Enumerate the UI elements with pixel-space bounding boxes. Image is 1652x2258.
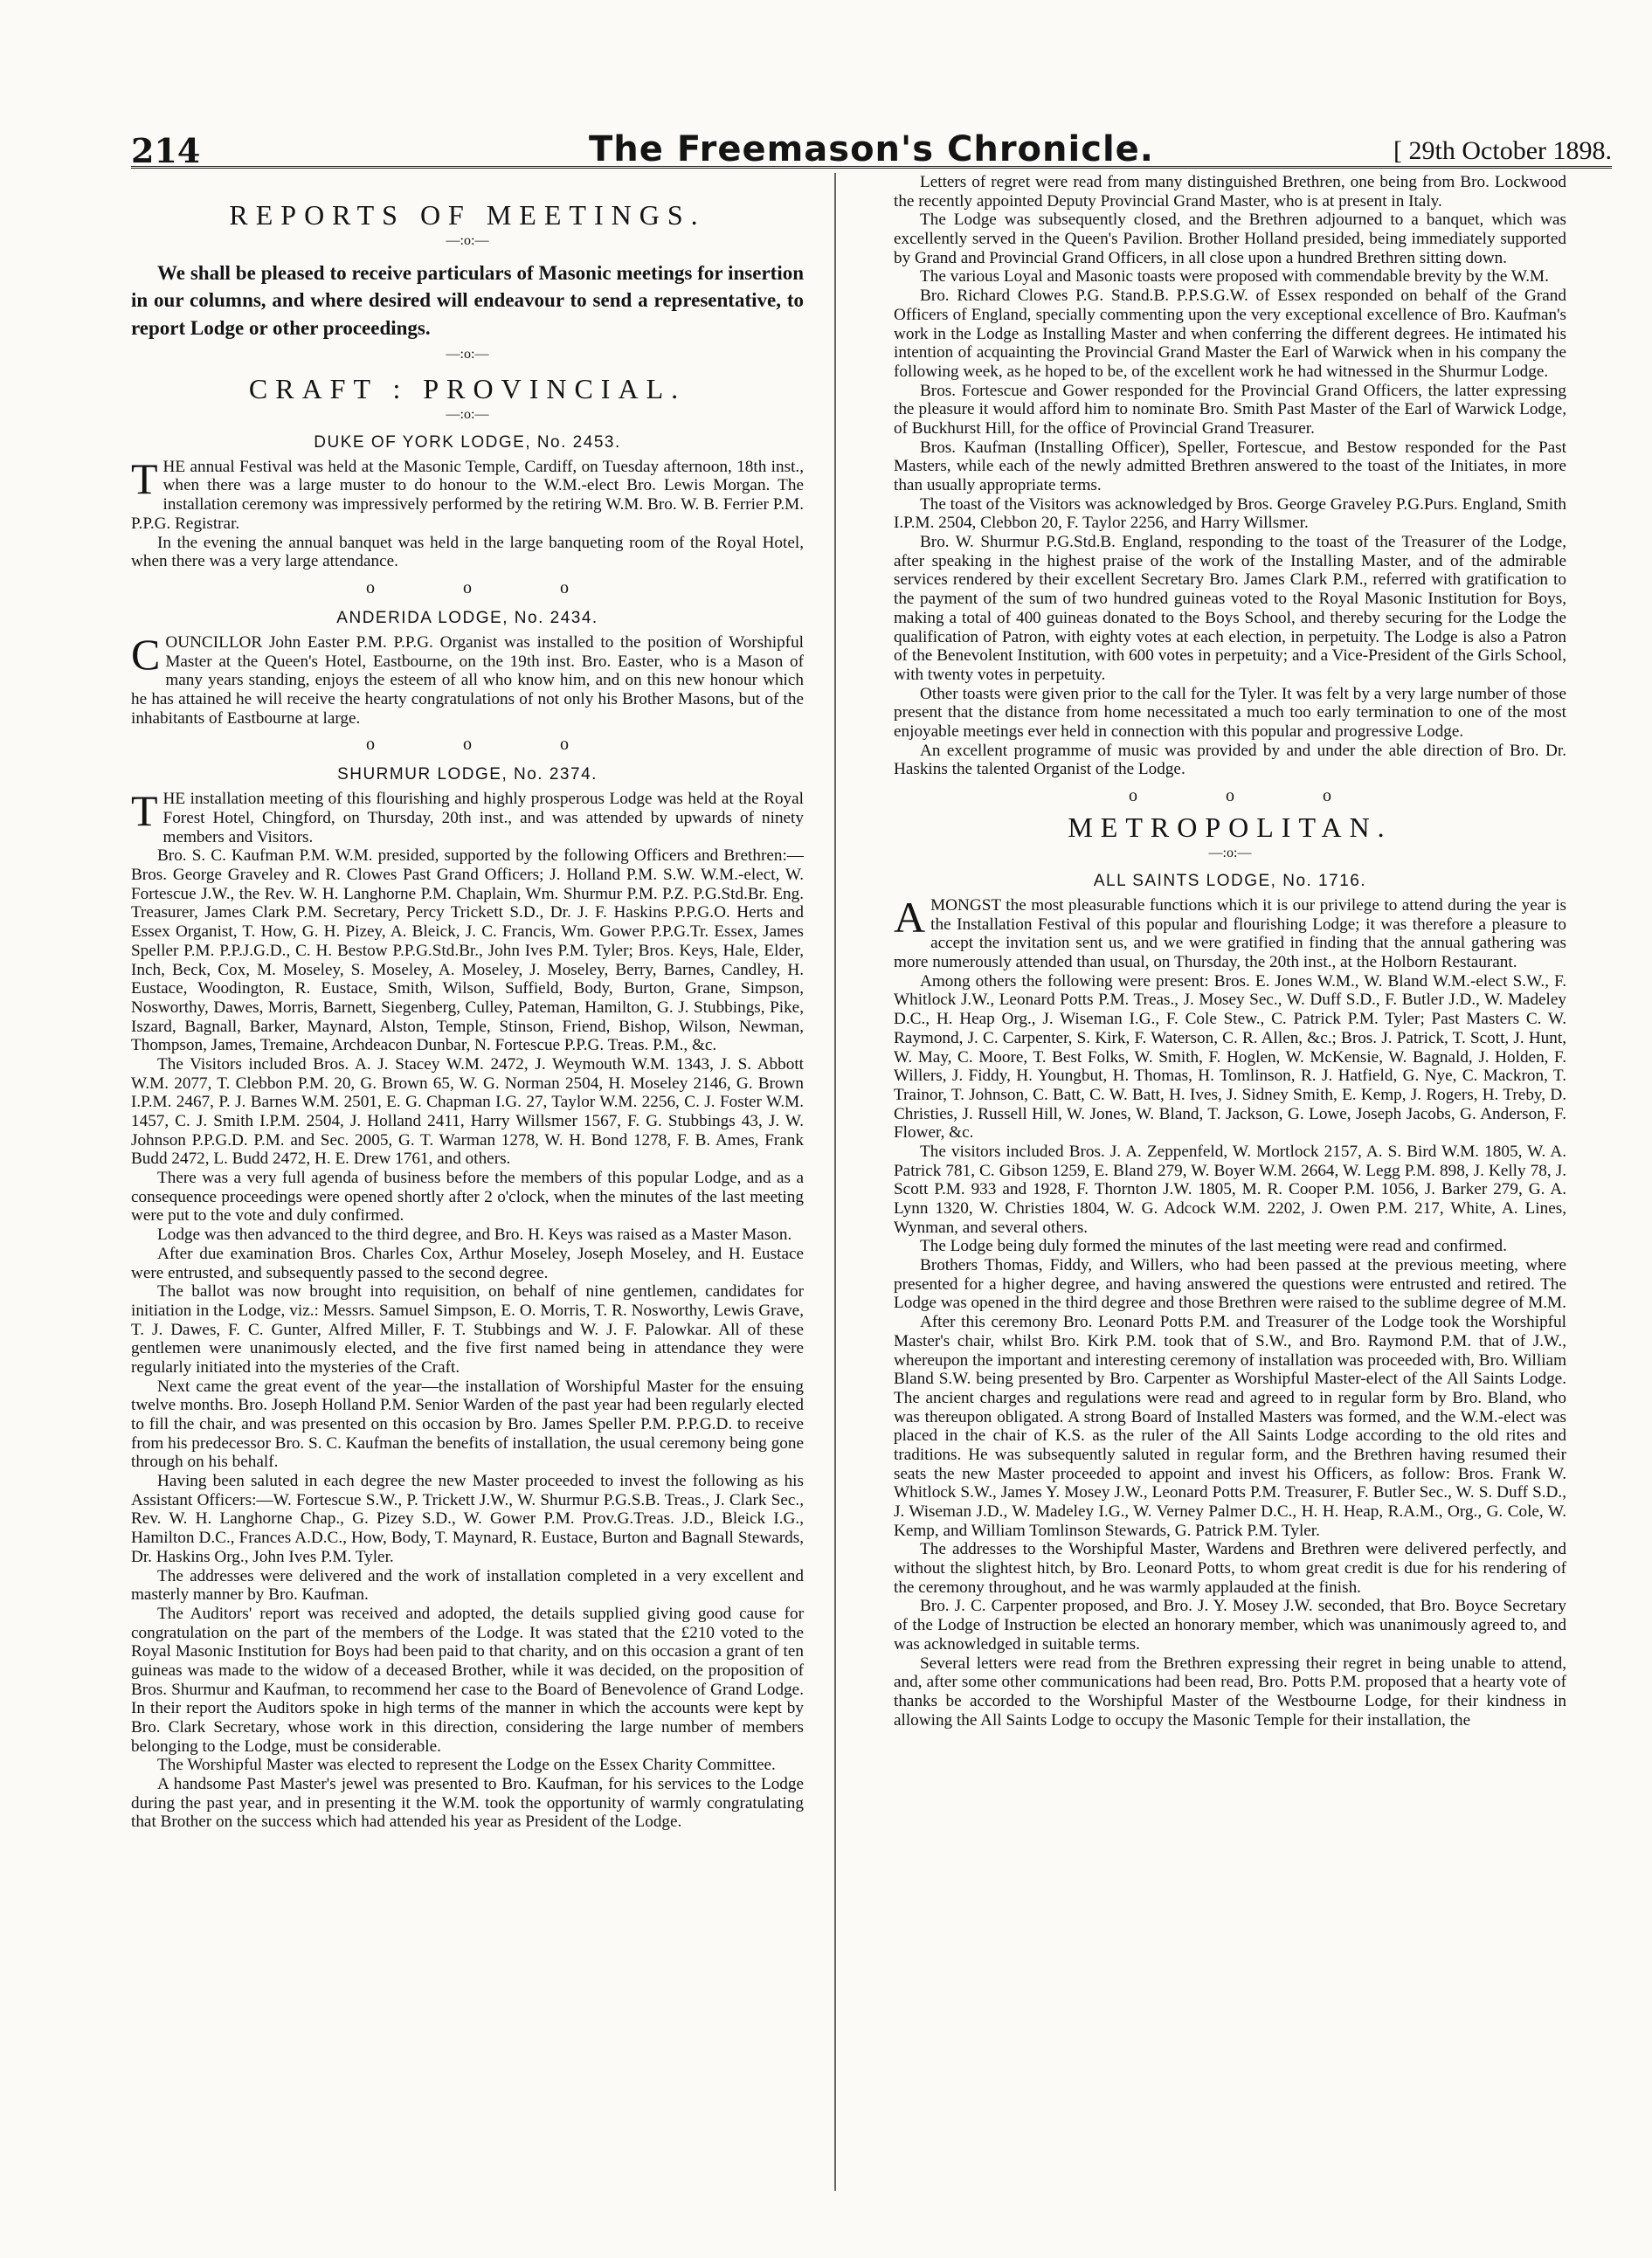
article-paragraph: Bros. Kaufman (Installing Officer), Speller, Fortescue, and Bestow responded for the Past Masters, while each of the newly admitted Brethren answered to the toast of the Initiates, in more than usually appropriate terms. [894, 438, 1566, 494]
article-paragraph: An excellent programme of music was provided by and under the able direction of Bro. Dr. Haskins the talented Organist of the Lodge. [894, 741, 1566, 779]
article-paragraph: AMONGST the most pleasurable functions which it is our privilege to attend during the year is the Installation Festival of this popular and flourishing Lodge; it was therefore a pleasure to accept the invitation sent us, and we were gratified in finding that the annual gathering was more numerously attended than usual, on Thursday, the 20th inst., at the Holborn Restaurant. [894, 893, 1566, 972]
article-paragraph: After this ceremony Bro. Leonard Potts P.M. and Treasurer of the Lodge took the Worshipful Master's chair, whilst Bro. Kirk P.M. took that of S.W., and Bro. Raymond P.M. that of J.W., whereupon the important and interesting ceremony of installation was proceeded with, Bro. William Bland S.W. being presented by Bro. Carpenter as Worshipful Master-elect of the All Saints Lodge. The ancient charges and regulations were read and agreed to in regular form by Bro. Bland, who was thereupon obligated. A strong Board of Installed Masters was formed, and the W.M.-elect was placed in the chair of K.S. as the ruler of the All Saints Lodge according to the old rites and traditions. He was subsequently saluted in regular form, and the Brethren having resumed their seats the new Master proceeded to appoint and invest his Officers, as follow: Bros. Frank W. Whitlock S.W., James Y. Mosey J.W., Leonard Potts P.M. Treasurer, F. Butler Sec., W. S. Duff S.D., J. Wiseman J.D., W. Madeley I.G., W. Verney Palmer D.C., H. H. Heap, R.A.M., Org., G. Cole, W. Kemp, and William Tomlinson Stewards, G. Patrick P.M. Tyler. [894, 1313, 1566, 1540]
editorial-notice: We shall be pleased to receive particulars of Masonic meetings for insertion in our columns, and where desired will endeavour to send a representative, to report Lodge or other proceedings. [131, 262, 804, 339]
article-separator: o o o [1129, 786, 1373, 805]
article-paragraph: The Lodge being duly formed the minutes of the last meeting were read and confirmed. [920, 1237, 1507, 1256]
article-paragraph: Bro. J. C. Carpenter proposed, and Bro. J. Y. Mosey J.W. seconded, that Bro. Boyce Secretary of the Lodge of Instruction be elected an honorary member, which was unanimously agreed to, and was acknowledged in suitable terms. [894, 1597, 1566, 1654]
issue-date: [ 29th October 1898. [1393, 136, 1612, 165]
article-paragraph: Several letters were read from the Brethren expressing their regret in being unable to attend, and, after some other communications had been read, Bro. Potts P.M. proposed that a hearty vote of thanks be accorded to the Worshipful Master of the Westbourne Lodge, for their kindness in allowing the All Saints Lodge to occupy the Masonic Temple for their installation, the [894, 1654, 1566, 1730]
article-paragraph: The Lodge was subsequently closed, and the Brethren adjourned to a banquet, which was excellently served in the Queen's Pavilion. Brother Holland presided, being immediately supported by Grand and Provincial Grand Officers, in all close upon a hundred Brethren sitting down. [894, 211, 1566, 267]
lodge-heading: SHURMUR LODGE, No. 2374. [337, 765, 598, 784]
article-paragraph: The Visitors included Bros. A. J. Stacey W.M. 2472, J. Weymouth W.M. 1343, J. S. Abbott W.M. 2077, T. Clebbon P.M. 20, G. Brown 65, W. G. Norman 2504, H. Moseley 2146, G. Brown I.P.M. 2467, P. J. Barnes W.M. 2501, E. G. Chapman I.G. 27, Taylor W.M. 2256, C. J. Foster W.M. 1457, C. J. Smith I.P.M. 2504, J. Holland 2411, Harry Willsmer 1567, F. G. Stubbings 43, J. W. Johnson P.P.G.D. P.M. and Sec. 2005, G. T. Warman 1278, W. H. Bond 1278, F. B. Ames, Frank Budd 2472, L. Budd 2472, H. E. Drew 1761, and others. [131, 1054, 804, 1169]
article-anderida-lodge [131, 609, 804, 728]
article-paragraph: Next came the great event of the year—the installation of Worshipful Master for the ensuing twelve months. Bro. Joseph Holland P.M. Senior Warden of the past year had been regularly elected to fill the chair, and was presented on this occasion by Bro. James Speller P.M. P.P.G.D. to receive from his predecessor Bro. S. C. Kaufman the benefits of installation, the usual ceremony being gone through on his behalf. [131, 1377, 804, 1472]
article-separator: o o o [366, 735, 611, 755]
page-number: 214 [131, 131, 201, 170]
column-rule [834, 173, 836, 2191]
article-paragraph: Having been saluted in each degree the new Master proceeded to invest the following as his Assistant Officers:—W. Fortescue S.W., P. Trickett J.W., W. Shurmur P.G.S.B. Treas., J. Clark Sec., Rev. W. H. Langhorne Chap., G. Pizey S.D., W. Gower P.M. Prov.G.Treas. J.D., Bleick I.G., Hamilton D.C., Frances A.D.C., How, Body, T. Maynard, R. Eustace, Burton and Bagnall Stewards, Dr. Haskins Org., John Ives P.M. Tyler. [131, 1472, 804, 1566]
article-paragraph: In the evening the annual banquet was held in the large banqueting room of the Royal Hotel, when there was a very large attendance. [131, 533, 804, 571]
left-column [131, 173, 804, 2191]
article-paragraph: The visitors included Bros. J. A. Zeppenfeld, W. Mortlock 2157, A. S. Bird W.M. 1805, W. A. Patrick 781, C. Gibson 1259, E. Bland 279, W. Boyer W.M. 2664, W. Legg P.M. 898, J. Kelly 78, J. Scott P.M. 933 and 1928, F. Thornton J.W. 1805, M. R. Cooper P.M. 1056, J. Barker 279, G. A. Lynn 1320, W. Christies 1804, W. G. Adcock W.M. 2202, J. Owen P.M. 217, White, A. Lines, Wynman, and several others. [894, 1142, 1566, 1237]
article-paragraph: The ballot was now brought into requisition, on behalf of nine gentlemen, candidates for initiation in the Lodge, viz.: Messrs. Samuel Simpson, E. O. Morris, T. R. Nosworthy, Lewis Grave, T. J. Dawes, F. C. Gunter, Alfred Miller, F. T. Stubbings and W. J. F. Palowkar. All of these gentlemen were unanimously elected, and the five first named being in attendance they were regularly initiated into the mysteries of the Craft. [131, 1282, 804, 1377]
lodge-heading: DUKE OF YORK LODGE, No. 2453. [314, 432, 621, 452]
masthead-title: The Freemason's Chronicle. [589, 129, 1154, 169]
drop-cap: T [131, 786, 158, 836]
article-paragraph: The Worshipful Master was elected to represent the Lodge on the Essex Charity Committee. [157, 1756, 776, 1775]
section-divider: —:o:— [1208, 846, 1252, 860]
metropolitan-title: METROPOLITAN. [1068, 811, 1393, 843]
section-divider: —:o:— [446, 406, 489, 422]
article-shurmur-lodge [131, 765, 804, 1832]
section-divider: —:o:— [446, 346, 489, 362]
section-divider: —:o:— [446, 233, 489, 248]
article-paragraph: Bro. W. Shurmur P.G.Std.B. England, responding to the toast of the Treasurer of the Lodge, after speaking in the highest praise of the work of the Installing Master, and of the admirable services rendered by their excellent Secretary Bro. James Clark P.M., referred with gratification to the payment of the sum of two hundred guineas voted to the Royal Masonic Institution for Boys, making a total of 400 guineas donated to the Boys School, and thereby securing for the Lodge the qualification of Patron, with eighty votes at each election, in perpetuity. The Lodge is also a Patron of the Benevolent Institution, with 600 votes in perpetuity; and a Vice-President of the Girls School, with twenty votes in perpetuity. [894, 533, 1566, 684]
article-paragraph: Bro. S. C. Kaufman P.M. W.M. presided, supported by the following Officers and Brethren:—Bros. George Graveley and R. Clowes Past Grand Officers; J. Holland P.M. S.W. W.M.-elect, W. Fortescue J.W., the Rev. W. H. Langhorne P.M. Chaplain, Wm. Shurmur P.M. P.Z. P.G.Std.Br. Eng. Treasurer, James Clark P.M. Secretary, Percy Trickett S.D., Dr. J. F. Haskins P.P.G.O. Herts and Essex Organist, T. How, G. H. Pizey, A. Bleick, J. C. Francis, Wm. Gower P.P.G.Tr. Essex, James Speller P.M. P.P.J.G.D., C. H. Bestow P.P.G.Std.Br., John Ives P.M. Tyler; Bros. Keys, Hale, Elder, Inch, Beck, Cox, M. Moseley, S. Moseley, A. Moseley, J. Moseley, Berry, Barnes, Candley, H. Eustace, Woodington, R. Eustace, Smith, Wilson, Suffield, Body, Burton, Grane, Simpson, Nosworthy, Dawes, Morris, Barnett, Siegenberg, Culley, Pateman, Hamilton, G. J. Stubbings, Pike, Iszard, Bagnall, Barker, Maynard, Alston, Temple, Stinson, Friend, Bishop, Wilson, Newman, Thompson, James, Tremaine, Archdeacon Dunbar, N. Fortescue P.P.G. Treas. P.M., &c. [131, 846, 804, 1055]
article-paragraph: THE installation meeting of this flourishing and highly prosperous Lodge was held at the Royal Forest Hotel, Chingford, on Thursday, 20th inst., and was attended by upwards of ninety members and Visitors. [131, 786, 804, 846]
article-shurmur-continued [894, 173, 1566, 779]
article-paragraph: The various Loyal and Masonic toasts were proposed with commendable brevity by the W.M. [920, 267, 1549, 287]
article-paragraph: The addresses were delivered and the work of installation completed in a very excellent and masterly manner by Bro. Kaufman. [131, 1566, 804, 1605]
article-paragraph: The Auditors' report was received and adopted, the details supplied giving good cause for congratulation on the part of the members of the Lodge. It was stated that the £210 voted to the Royal Masonic Institution for Boys had been paid to that charity, and on this occasion a grant of ten guineas was made to the widow of a deceased Brother, while it was decided, on the proposition of Bros. Shurmur and Kaufman, to recommend her case to the Board of Benevolence of Grand Lodge. In their report the Auditors spoke in high terms of the manner in which the accounts were kept by Bro. Clark Secretary, whose work in this direction, considering the large number of members belonging to the Lodge, must be considerable. [131, 1604, 804, 1756]
lodge-heading: ANDERIDA LODGE, No. 2434. [336, 608, 598, 627]
article-paragraph: Letters of regret were read from many distinguished Brethren, one being from Bro. Lockwood the recently appointed Deputy Provincial Grand Master, who is at present in Italy. [894, 173, 1566, 211]
article-paragraph: Bro. Richard Clowes P.G. Stand.B. P.P.S.G.W. of Essex responded on behalf of the Grand Officers of England, specially commenting upon the very exceptional excellence of Bro. Kaufman's work in the Lodge as Installing Master and when conferring the different degrees. He intimated his intention of acquainting the Provincial Grand Master the Earl of Warwick when in his company the following week, as he hoped to be, of the excellent work he had witnessed in the Shurmur Lodge. [894, 287, 1566, 381]
reports-of-meetings-title: REPORTS OF MEETINGS. [229, 199, 706, 231]
drop-cap: C [131, 629, 161, 679]
right-column [894, 173, 1566, 2199]
drop-cap: A [894, 893, 926, 942]
page-header [131, 131, 1612, 169]
article-paragraph: THE annual Festival was held at the Masonic Temple, Cardiff, on Tuesday afternoon, 18th inst., when there was a large muster to do honour to the W.M.-elect Bro. Lewis Morgan. The installation ceremony was impressively performed by the retiring W.M. Bro. W. B. Ferrier P.M. P.P.G. Registrar. [131, 453, 804, 533]
article-paragraph: There was a very full agenda of business before the members of this popular Lodge, and as a consequence proceedings were opened shortly after 2 o'clock, when the minutes of the last meeting were put to the vote and duly confirmed. [131, 1169, 804, 1226]
article-paragraph: COUNCILLOR John Easter P.M. P.P.G. Organist was installed to the position of Worshipful Master at the Queen's Hotel, Eastbourne, on the 19th inst. Bro. Easter, who is a Mason of many years standing, enjoys the esteem of all who know him, and on this new honour which he has attained he will receive the hearty congratulations of not only his Brother Masons, but of the inhabitants of Eastbourne at large. [131, 629, 804, 728]
lodge-heading: ALL SAINTS LODGE, No. 1716. [1093, 872, 1367, 890]
article-all-saints-lodge [894, 872, 1566, 1730]
drop-cap: T [131, 453, 158, 503]
article-paragraph: Lodge was then advanced to the third degree, and Bro. H. Keys was raised as a Master Mason. [157, 1226, 792, 1245]
article-paragraph: The addresses to the Worshipful Master, Wardens and Brethren were delivered perfectly, and without the slightest hitch, by Bro. Leonard Potts, to whom great credit is due for his rendering of the ceremony throughout, and he was warmly applauded at the finish. [894, 1540, 1566, 1597]
article-paragraph: Bros. Fortescue and Gower responded for the Provincial Grand Officers, the latter expressing the pleasure it would afford him to nominate Bro. Smith Past Master of the Earl of Warwick Lodge, of Buckhurst Hill, for the office of Provincial Grand Treasurer. [894, 381, 1566, 438]
article-paragraph: Brothers Thomas, Fiddy, and Willers, who had been passed at the previous meeting, where presented for a higher degree, and having answered the questions were entrusted and retired. The Lodge was opened in the third degree and those Brethren were raised to the sublime degree of M.M. [894, 1256, 1566, 1313]
article-paragraph: The toast of the Visitors was acknowledged by Bros. George Graveley P.G.Purs. England, Smith I.P.M. 2504, Clebbon 20, F. Taylor 2256, and Harry Willsmer. [894, 494, 1566, 533]
article-paragraph: Other toasts were given prior to the call for the Tyler. It was felt by a very large number of those present that the distance from home necessitated a much too early termination to one of the most enjoyable meetings ever held in connection with this popular and progressive Lodge. [894, 684, 1566, 741]
article-separator: o o o [366, 577, 611, 597]
article-paragraph: After due examination Bros. Charles Cox, Arthur Moseley, Joseph Moseley, and H. Eustace were entrusted, and subsequently passed to the second degree. [131, 1244, 804, 1282]
craft-provincial-title: CRAFT : PROVINCIAL. [248, 372, 687, 404]
article-paragraph: A handsome Past Master's jewel was presented to Bro. Kaufman, for his services to the Lodge during the past year, and in presenting it the W.M. took the opportunity of warmly congratulating that Brother on the success which had attended his year as President of the Lodge. [131, 1775, 804, 1832]
article-paragraph: Among others the following were present: Bros. E. Jones W.M., W. Bland W.M.-elect S.W., F. Whitlock J.W., Leonard Potts P.M. Treas., J. Mosey Sec., W. Duff S.D., F. Butler J.D., W. Madeley D.C., H. Heap Org., J. Wiseman I.G., F. Cole Stew., C. Patrick P.M. Tyler; Past Masters C. W. Raymond, J. C. Carpenter, S. Kirk, F. Waterson, C. R. Allen, &c.; Bros. J. Patrick, T. Scott, J. Hunt, W. May, C. Moore, T. Best Folks, W. Smith, F. Hoglen, W. McKensie, W. Bagnald, J. Holden, F. Willers, J. Fiddy, H. Youngbut, H. Thomas, H. Tomlinson, R. J. Hatfield, G. Nye, C. Mackron, T. Trainor, T. Johnson, C. Batt, C. W. Batt, H. Ives, J. Sidney Smith, E. Kemp, J. Rogers, H. Treby, D. Christies, J. Russell Hill, W. Jones, W. Bland, T. Jackson, G. Lowe, Joseph Jacobs, G. Anderson, F. Flower, &c. [894, 971, 1566, 1143]
article-duke-of-york-lodge [131, 433, 804, 571]
